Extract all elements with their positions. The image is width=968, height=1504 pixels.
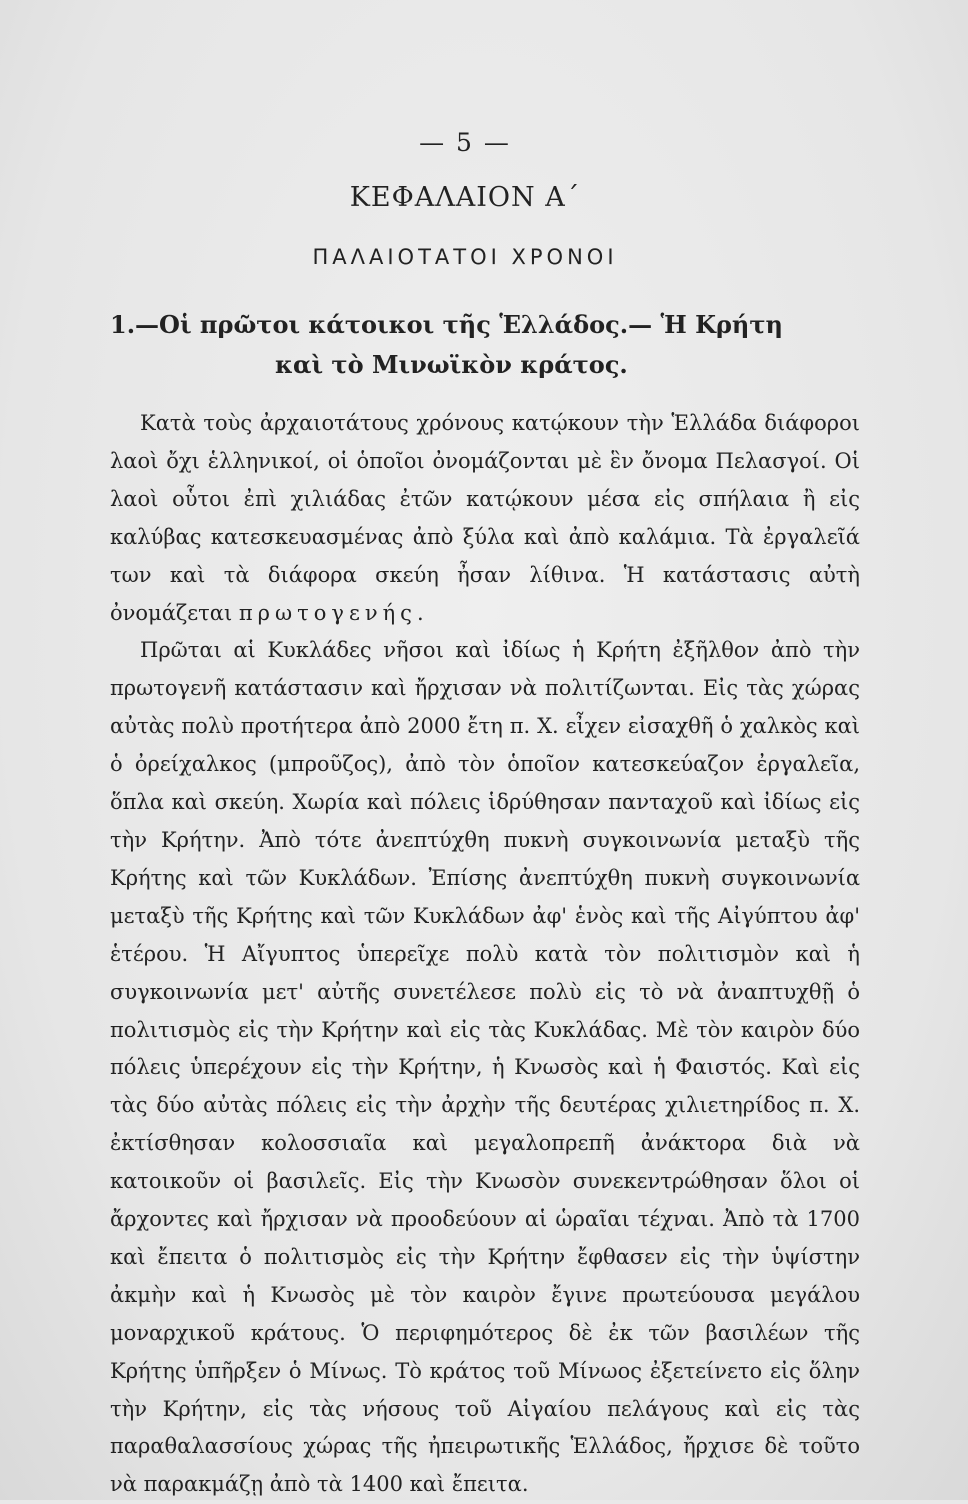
paragraph-2: Πρῶται αἱ Κυκλάδες νῆσοι καὶ ἰδίως ἡ Κρήτη ἐξῆλθον ἀπὸ τὴν πρωτογενῆ κατάστασιν καὶ ἤρχισαν νὰ πολιτίζωνται. Εἰς τὰς χώρας αὐτὰς πολὺ προτήτερα ἀπὸ 2000 ἔτη π. Χ. εἶχεν εἰσαχθῆ ὁ χαλκὸς καὶ ὁ ὀρείχαλκος (μπροῦζος), ἀπὸ τὸν ὁποῖον κατεσκεύαζον ἐργαλεῖα, ὅπλα καὶ σκεύη. Χωρία καὶ πόλεις ἱδρύθησαν πανταχοῦ καὶ ἰδίως εἰς τὴν Κρήτην. Ἀπὸ τότε ἀνεπτύχθη πυκνὴ συγκοινωνία μεταξὺ τῆς Κρήτης καὶ τῶν Κυκλάδων. Ἐπίσης ἀνεπτύχθη πυκνὴ συγκοινωνία μεταξὺ τῆς Κρήτης καὶ τῶν Κυκλάδων ἀφ' ἑνὸς καὶ τῆς Αἰγύπτου ἀφ' ἑτέρου. Ἡ Αἴγυπτος ὑπερεῖχε πολὺ κατὰ τὸν πολιτισμὸν καὶ ἡ συγκοινωνία μετ' αὐτῆς συνετέλεσε πολὺ εἰς τὸ νὰ ἀναπτυχθῇ ὁ πολιτισμὸς εἰς τὴν Κρήτην καὶ εἰς τὰς Κυκλάδας. Μὲ τὸν καιρὸν δύο πόλεις ὑπερέχουν εἰς τὴν Κρήτην, ἡ Κνωσὸς καὶ ἡ Φαιστός. Καὶ εἰς τὰς δύο αὐτὰς πόλεις εἰς τὴν ἀρχὴν τῆς δευτέρας χιλιετηρίδος π. Χ. ἐκτίσθησαν κολοσσιαῖα καὶ μεγαλοπρεπῆ ἀνάκτορα διὰ νὰ κατοικοῦν οἱ βασιλεῖς. Εἰς τὴν Κνωσὸν συνεκεντρώθησαν ὅλοι οἱ ἄρχοντες καὶ ἤρχισαν νὰ προοδεύουν αἱ ὡραῖαι τέχναι. Ἀπὸ τὰ 1700 καὶ ἔπειτα ὁ πολιτισμὸς εἰς τὴν Κρήτην ἔφθασεν εἰς τὴν ὑψίστην ἀκμὴν καὶ ἡ Κνωσὸς μὲ τὸν καιρὸν ἔγινε πρωτεύουσα μεγάλου μοναρχικοῦ κράτους. Ὁ περιφημότερος δὲ ἐκ τῶν βασιλέων τῆς Κρήτης ὑπῆρξεν ὁ Μίνως. Τὸ κράτος τοῦ Μίνωος ἐξετείνετο εἰς ὅλην τὴν Κρήτην, εἰς τὰς νήσους τοῦ Αἰγαίου πελάγους καὶ εἰς τὰς παραθαλασσίους χώρας τῆς ἠπειρωτικῆς Ἑλλάδος, ἤρχισε δὲ τοῦτο νὰ παρακμάζῃ ἀπὸ τὰ 1400 καὶ ἔπειτα. [110,638,860,1497]
body-text [110,405,860,1504]
paragraph-1-text: Κατὰ τοὺς ἀρχαιοτάτους χρόνους κατῴκουν τὴν Ἑλλάδα διάφοροι λαοὶ ὄχι ἑλληνικοί, οἱ ὁποῖοι ὀνομάζονται μὲ ἓν ὄνομα Πελασγοί. Οἱ λαοὶ οὗτοι ἐπὶ χιλιάδας ἐτῶν κατῴκουν μέσα εἰς σπήλαια ἢ εἰς καλύβας κατεσκευασμένας ἀπὸ ξύλα καὶ ἀπὸ καλάμια. Τὰ ἐργαλεῖά των καὶ τὰ διάφορα σκεύη ἦσαν λίθινα. Ἡ κατάστασις αὐτὴ ὀνομάζεται [110,411,860,625]
spaced-term: πρωτογενής [238,600,417,625]
section-heading-line-2: καὶ τὸ Μινωϊκὸν κράτος. [275,350,628,379]
section-title: ΠΑΛΑΙΟΤΑΤΟΙ ΧΡΟΝΟΙ [312,245,618,269]
chapter-title: ΚΕΦΑΛΑΙΟΝ Α΄ [349,182,581,213]
page-number: — 5 — [419,128,511,157]
paragraph-1 [110,405,860,632]
section-heading [110,305,860,385]
paragraph-1-end: . [416,600,424,625]
section-heading-line-1: 1.—Οἱ πρῶτοι κάτοικοι τῆς Ἑλλάδος.— Ἡ Κρήτη [110,310,783,339]
